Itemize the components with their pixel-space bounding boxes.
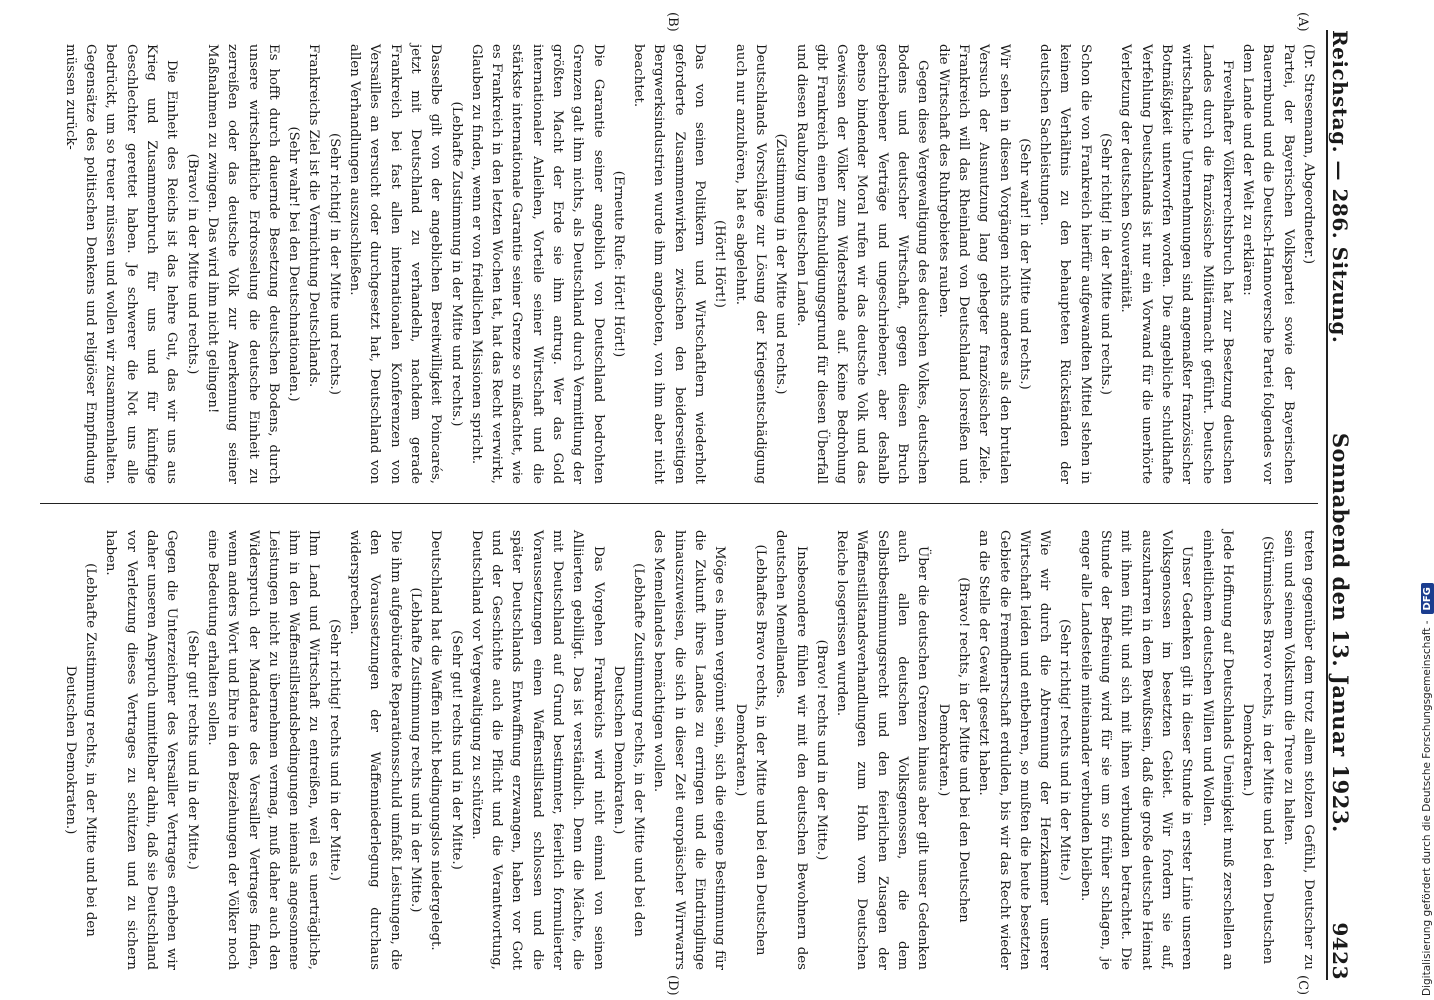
paragraph: Frevelhafter Völkerrechtsbruch hat zur Besetzung deutschen Landes durch die französische Militärmacht geführt. Deutsche wirtschaftliche Unternehmungen sind angemaßter französischer Botmäßigkeit unterworfen worden. Die angebliche schuldhafte Verfehlung Deutschlands ist nur ein Vorwand für die unerhörte Verletzung der deutschen Souveränität. <box>1118 44 1235 484</box>
paragraph: Gegen diese Vergewaltigung des deutschen Volkes, deutschen Bodens und deutscher Wirtschaft, gegen diesen Bruch geschriebener Verträge und ungeschriebener, aber deshalb ebenso bindender Moral rufen wir das deutsche Volk und das Gewissen der Völker zum Widerstande auf. Keine Bedrohung gibt Frankreich einen Entschuldigungsgrund für diesen Überfall und diesen Raubzug im deutschen Lande. <box>793 44 931 484</box>
paragraph: Das von seinen Politikern und Wirtschaftlern wiederholt geforderte Zusammenwirken zwischen den beiderseitigen Bergwerksindustrien wurde ihm angeboten, von ihm aber nicht beachtet. <box>631 44 708 484</box>
page-header <box>1326 30 1362 980</box>
text-column-right <box>40 530 1318 970</box>
paragraph: Wie wir durch die Abtrennung der Herzkammer unserer Wirtschaft leiden und entbehren, so mußten die heute besetzten Gebiete die Fremdherrschaft erdulden, bis wir das Recht wieder an die Stelle der Gewalt gesetzt haben. <box>976 530 1053 970</box>
paragraph: Partei, der Bayerischen Volkspartei sowie der Bayerischen Bauernbund und die Deutsch-Hannoversche Partei folgendes vor dem Lande und der Welt zu erklären: <box>1240 44 1296 484</box>
paragraph: Schon die von Frankreich hierfür aufgewandten Mittel stehen in keinem Verhältnis zu den behaupteten Rückständen der deutschen Sachleistungen. <box>1037 44 1093 484</box>
paragraph: Insbesondere fühlen wir mit den deutschen Bewohnern des deutschen Memellandes. <box>773 530 809 970</box>
interjection: (Sehr gut! rechts und in der Mitte.) <box>184 630 200 870</box>
margin-marker-d: (D) <box>665 975 680 996</box>
paragraph: treten gegenüber dem trotz allem stolzen Gefühl, Deutscher zu sein und seinem Volkstum die Treue zu halten. <box>1280 530 1316 970</box>
interjection: (Erneute Rufe: Hört! Hört!) <box>610 170 626 358</box>
interjection: (Sehr wahr! bei den Deutschnationalen.) <box>286 126 302 402</box>
paragraph: Die Garantie seiner angeblich von Deutschland bedrohten Grenzen galt ihm nichts, als Deutschland durch Vermittlung der größten Macht der Erde sie ihm antrug. Wer das Gold internationaler Anleihen, Vorteile seiner Wirtschaft und die stärkste internationale Garantie seiner Grenze so mißachtet, wie es Frankreich in den letzten Wochen tat, hat das Recht verwirkt, Glauben zu finden, wenn er von friedlichen Missionen spricht. <box>468 44 606 484</box>
paragraph: Jede Hoffnung auf Deutschlands Uneinigkeit muß zerschellen an einheitlichem deutschen Willen und Wollen. <box>1199 530 1235 970</box>
interjection: (Lebhafte Zustimmung rechts und in der Mitte.) <box>407 587 423 913</box>
interjection: (Bravo! rechts, in der Mitte und bei den Deutschen Demokraten.) <box>935 577 971 923</box>
dfg-logo: DFG <box>1421 583 1434 614</box>
paragraph: Ihm Land und Wirtschaft zu entreißen, weil es unerträgliche, ihm in den Waffenstillstandsbedingungen niemals angesonnene Leistungen nicht zu übernehmen vermag, muß daher auch den Widerspruch der Mandatare des Versailler Vertrages finden, wenn anders Wort und Ehre in den Beziehungen der Völker noch eine Bedeutung erhalten sollen. <box>204 530 322 970</box>
text-column-left <box>40 44 1318 484</box>
interjection: (Zustimmung in der Mitte und rechts.) <box>773 133 789 395</box>
paragraph: Gegen die Unterzeichner des Versailler Vertrages erheben wir daher unseren Anspruch unmittelbar dahin, daß sie Deutschland vor Verletzung dieses Vertrages zu schützen und zu sichern haben. <box>103 530 180 970</box>
interjection: (Sehr gut! rechts und in der Mitte.) <box>448 630 464 870</box>
digitization-credit <box>1412 0 1434 1000</box>
paragraph: Möge es ihnen vergönnt sein, sich die eigene Bestimmung für die Zukunft ihres Landes zu erringen und die Eindringlinge hinauszuweisen, die sich in dieser Zeit europäischer Wirrwarrs des Memellandes bemächtigen wollen. <box>651 530 728 970</box>
margin-marker-a: (A) <box>1295 12 1310 32</box>
header-session: Reichstag. — 286. Sitzung. <box>1328 30 1352 344</box>
scanned-page <box>20 0 1380 1000</box>
header-date: Sonnabend den 13. Januar 1923. <box>1328 432 1353 833</box>
credit-text: Digitalisierung gefördert durch die Deutsche Forschungsgemeinschaft - <box>1421 620 1433 996</box>
paragraph: Wir sehen in diesen Vorgängen nichts anderes als den brutalen Versuch der Ausnutzung lang gehegter französischer Ziele. Frankreich will das Rheinland von Deutschland losreißen und die Wirtschaft des Ruhrgebietes rauben. <box>935 44 1012 484</box>
interjection: (Sehr richtig! rechts und in der Mitte.) <box>326 619 342 881</box>
interjection: (Lebhafte Zustimmung in der Mitte und rechts.) <box>448 101 464 427</box>
interjection: (Bravo! rechts und in der Mitte.) <box>813 639 829 861</box>
interjection: (Bravo! in der Mitte und rechts.) <box>184 153 200 375</box>
column-divider <box>40 503 1318 504</box>
interjection: (Lebhafte Zustimmung rechts, in der Mitte und bei den Deutschen Demokraten.) <box>62 563 99 937</box>
interjection: (Sehr richtig! rechts und in der Mitte.) <box>1057 619 1073 881</box>
interjection: (Hört! Hört!) <box>712 220 728 308</box>
interjection: (Sehr richtig! in der Mitte und rechts.) <box>326 133 342 395</box>
paragraph: Über die deutschen Grenzen hinaus aber gilt unser Gedenken auch allen deutschen Volksgenossen, die dem Selbstbestimmungsrecht und den feierlichen Zusagen der Waffenstillstandsverhandlungen zum Hohn vom Deutschen Reiche losgerissen wurden. <box>834 530 931 970</box>
paragraph: Unser Gedenken gilt in dieser Stunde in erster Linie unseren Volksgenossen im besetzten Gebiet. Wir fordern sie auf, auszuharren in dem Bewußtsein, daß die große deutsche Heimat mit ihnen fühlt und sich mit ihnen verbunden betrachtet. Die Stunde der Befreiung wird für sie um so früher schlagen, je enger alle Landesteile miteinander verbunden bleiben. <box>1077 530 1195 970</box>
interjection: (Lebhafte Zustimmung rechts, in der Mitte und bei den Deutschen Demokraten.) <box>610 563 647 937</box>
paragraph: Deutschlands Vorschläge zur Lösung der Kriegsentschädigung auch nur anzuhören, hat es abgelehnt. <box>732 44 768 484</box>
margin-marker-c: (C) <box>1295 975 1310 996</box>
speaker-line: (Dr. Stresemann, Abgeordneter.) <box>1301 44 1316 265</box>
paragraph: Dasselbe gilt von der angeblichen Bereitwilligkeit Poincarés, jetzt mit Deutschland zu verhandeln, nachdem gerade Frankreich bei fast allen internationalen Konferenzen von Versailles an versucht oder durchgesetzt hat, Deutschland von allen Verhandlungen auszuschließen. <box>347 44 444 484</box>
paragraph: Deutschland hat die Waffen nicht bedingungslos niedergelegt. <box>428 530 444 951</box>
paragraph: Die Einheit des Reichs ist das hehre Gut, das wir uns aus Krieg und Zusammenbruch für uns und für künftige Geschlechter gerettet haben. Je schwerer die Not uns alle bedrückt, um so treuer müssen und wollen wir zusammenhalten. Gegensätze des politischen Denkens und religiöser Empfindung müssen zurück- <box>62 44 180 484</box>
paragraph: Die ihm aufgebürdete Reparationsschuld umfaßt Leistungen, die den Voraussetzungen der Waffenniederlegung durchaus widersprechen. <box>347 530 403 970</box>
interjection: (Stürmisches Bravo rechts, in der Mitte und bei den Deutschen Demokraten.) <box>1240 535 1276 965</box>
header-page-number: 9423 <box>1328 922 1352 980</box>
interjection: (Sehr richtig! in der Mitte und rechts.) <box>1098 133 1114 395</box>
paragraph: Frankreichs Ziel ist die Vernichtung Deutschlands. <box>306 44 322 388</box>
paragraph: Es hofft durch dauernde Besetzung deutschen Bodens, durch unsere wirtschaftliche Erdrosselung die deutsche Einheit zu zerreißen oder das deutsche Volk zur Anerkennung seiner Maßnahmen zu zwingen. Das wird ihm nicht gelingen! <box>204 44 281 484</box>
paragraph: Das Vorgehen Frankreichs wird nicht einmal von seinen Alliierten gebilligt. Das ist verständlich. Denn die Mächte, die mit Deutschland auf Grund bestimmter, feierlich formulierter Voraussetzungen einen Waffenstillstand schlossen und die später Deutschlands Entwaffnung erzwangen, haben vor Gott und der Geschichte auch die Pflicht und die Verantwortung, Deutschland vor Vergewaltigung zu schützen. <box>468 530 606 970</box>
margin-marker-b: (B) <box>665 12 680 32</box>
interjection: (Sehr wahr! in der Mitte und rechts.) <box>1016 138 1032 390</box>
interjection: (Lebhaftes Bravo rechts, in der Mitte und bei den Deutschen Demokraten.) <box>732 544 768 956</box>
